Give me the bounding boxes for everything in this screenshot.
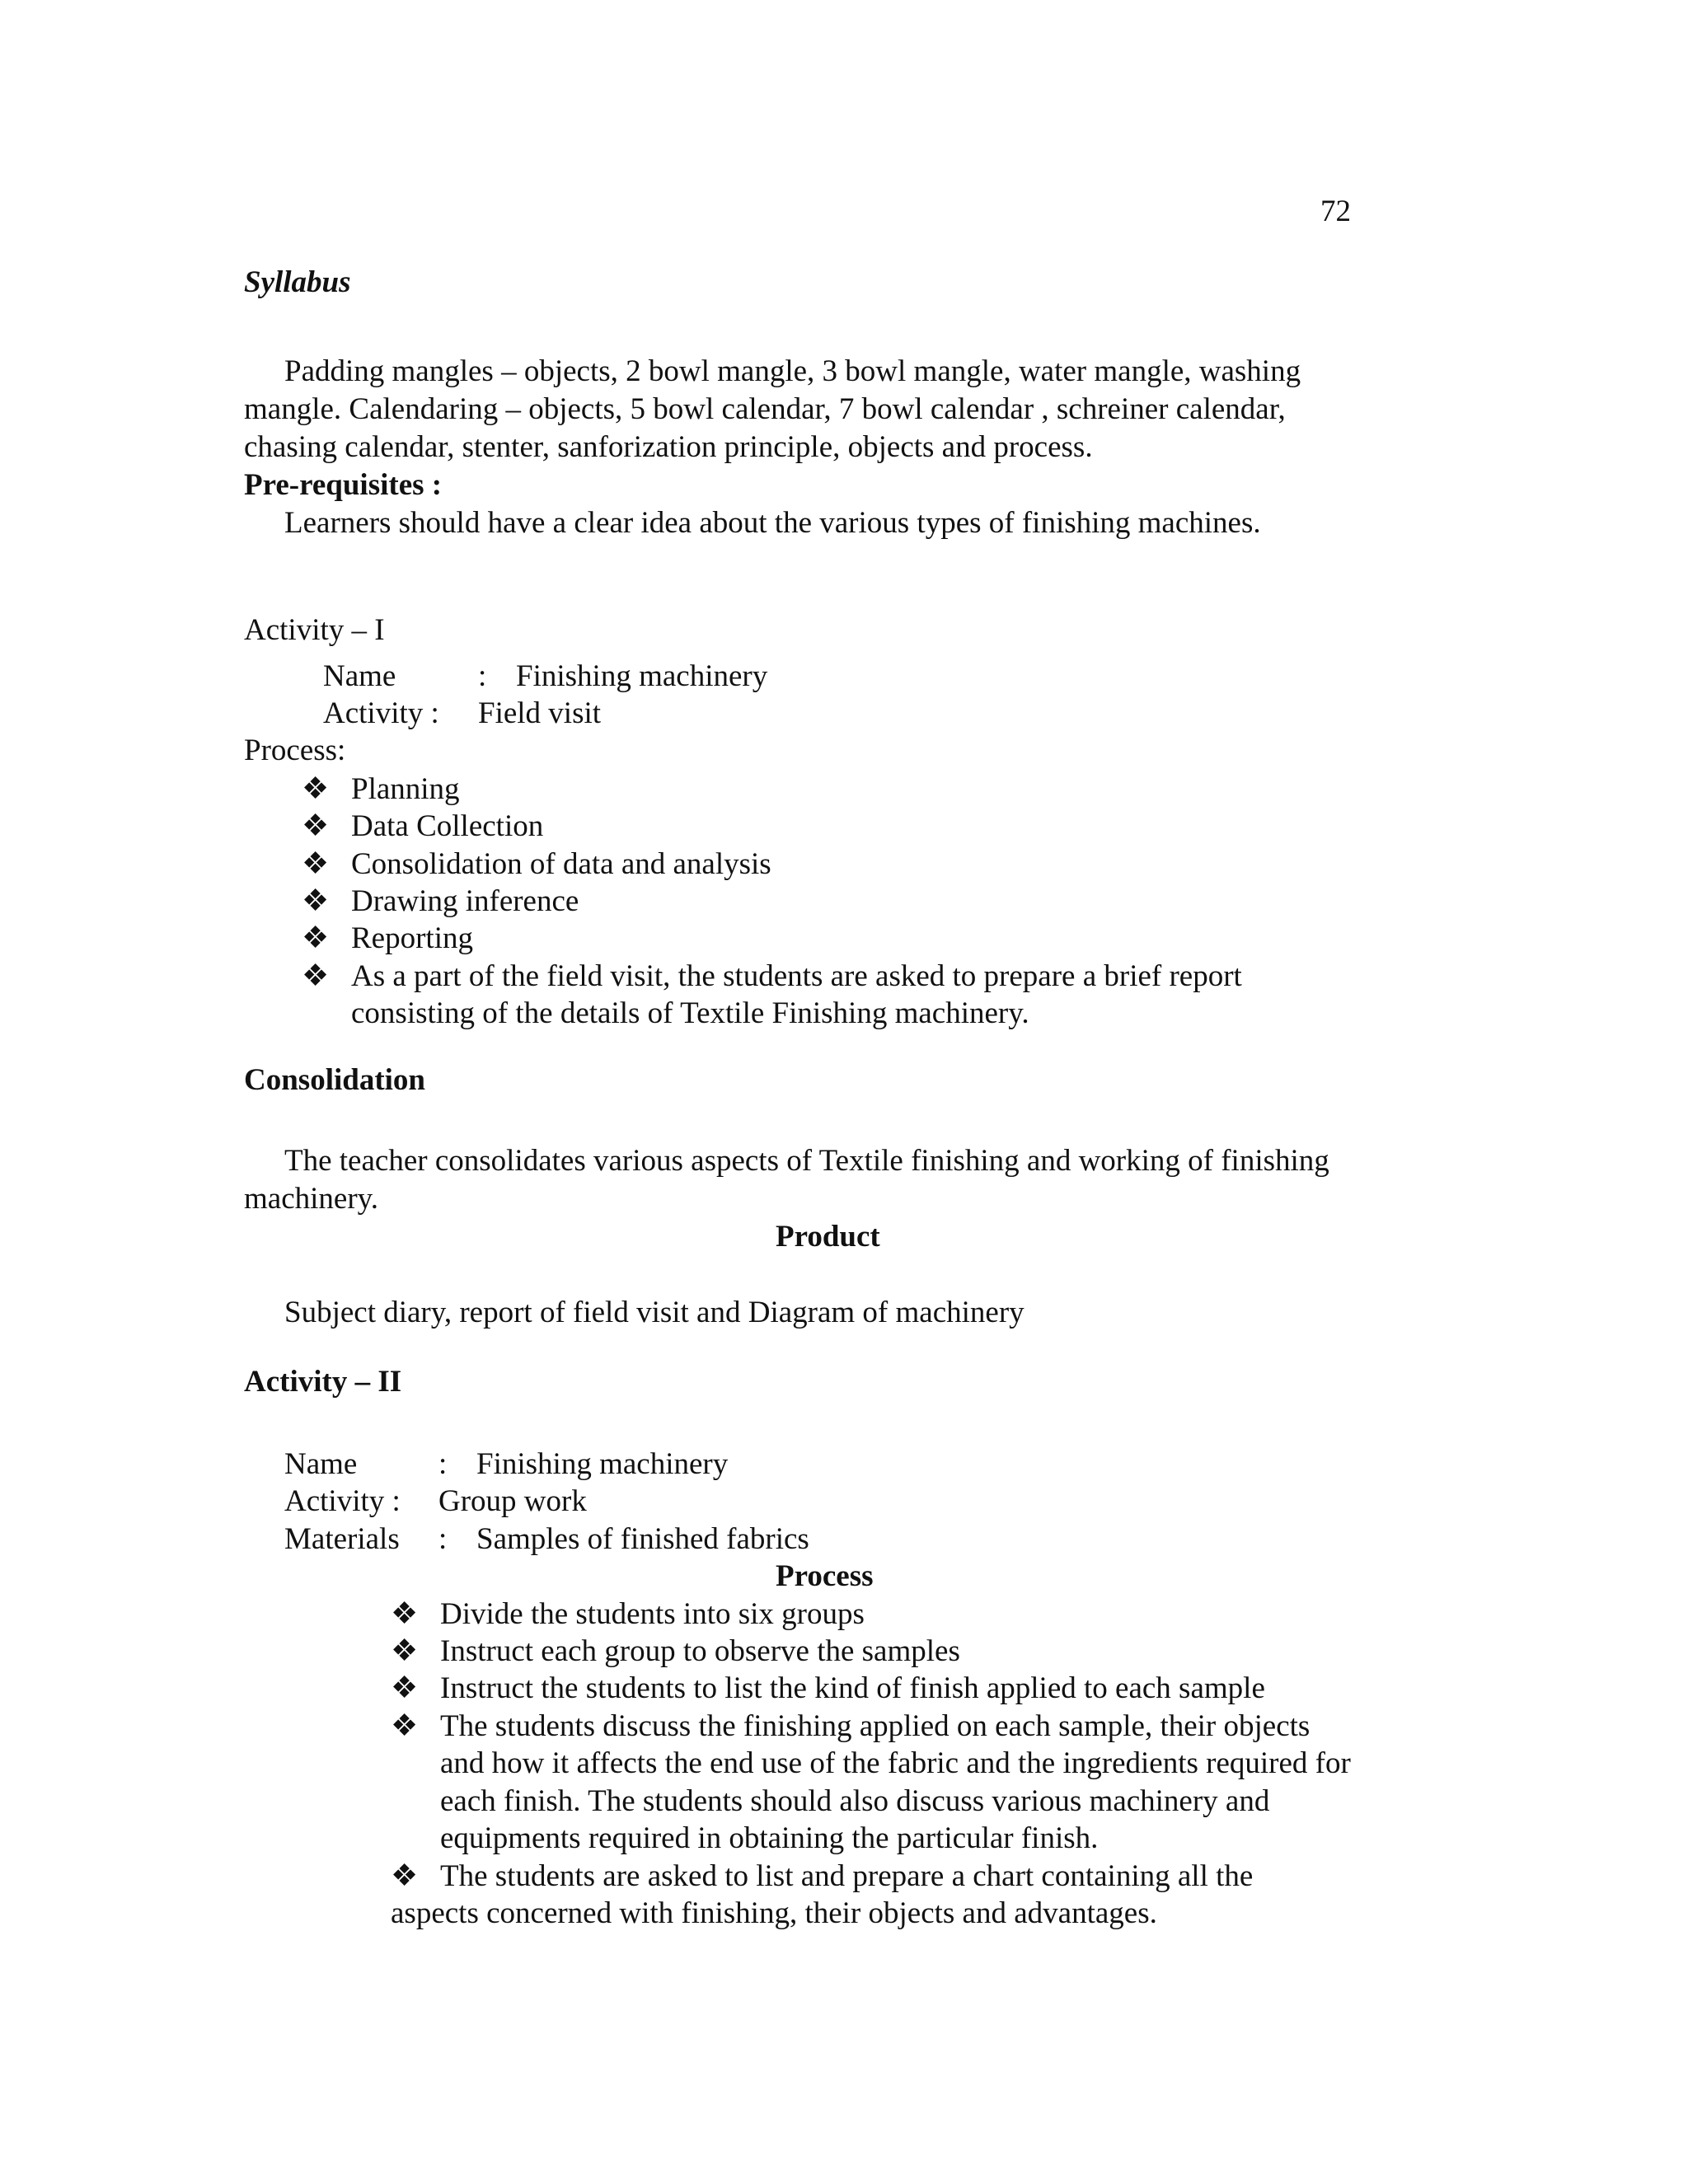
product-text: Subject diary, report of field visit and Diagram of machinery (284, 1296, 1025, 1329)
activity1-bullet-2: Data Collection (351, 809, 544, 843)
prerequisites-text: Learners should have a clear idea about the various types of finishing machines. (284, 506, 1261, 540)
consolidation-heading: Consolidation (244, 1063, 426, 1097)
diamond-bullet-icon: ❖ (302, 959, 330, 993)
activity2-bullet-4: The students discuss the finishing applied on each sample, their objects (440, 1709, 1311, 1743)
activity1-bullet-3: Consolidation of data and analysis (351, 847, 771, 881)
activity2-activity-label: Activity : (284, 1484, 401, 1518)
activity1-bullet-5: Reporting (351, 921, 473, 955)
diamond-bullet-icon: ❖ (391, 1634, 419, 1668)
activity2-process-heading: Process (776, 1559, 874, 1593)
diamond-bullet-icon: ❖ (302, 847, 330, 881)
syllabus-heading: Syllabus (244, 265, 351, 299)
activity2-heading: Activity – II (244, 1365, 402, 1399)
activity2-bullet-3: Instruct the students to list the kind of finish applied to each sample (440, 1671, 1265, 1705)
prerequisites-heading: Pre-requisites : (244, 468, 443, 502)
syllabus-line-1: Padding mangles – objects, 2 bowl mangle, 3 bowl mangle, water mangle, washing (284, 354, 1301, 388)
activity2-materials-value: Samples of finished fabrics (476, 1522, 809, 1556)
diamond-bullet-icon: ❖ (391, 1671, 419, 1705)
activity2-name-label: Name (284, 1447, 358, 1481)
diamond-bullet-icon: ❖ (302, 809, 330, 843)
activity1-name-label: Name (323, 659, 396, 693)
activity2-materials-label: Materials (284, 1522, 400, 1556)
diamond-bullet-icon: ❖ (302, 772, 330, 806)
activity2-materials-sep: : (438, 1522, 448, 1556)
consolidation-line-1: The teacher consolidates various aspects of Textile finishing and working of finishing (284, 1144, 1329, 1178)
activity2-bullet-5: The students are asked to list and prepare a chart containing all the (440, 1859, 1254, 1893)
activity1-bullet-4: Drawing inference (351, 884, 579, 918)
diamond-bullet-icon: ❖ (302, 884, 330, 918)
activity2-bullet-1: Divide the students into six groups (440, 1597, 865, 1631)
diamond-bullet-icon: ❖ (391, 1859, 419, 1893)
activity1-bullet-1: Planning (351, 772, 460, 806)
activity2-name-value: Finishing machinery (476, 1447, 729, 1481)
activity1-activity-value: Field visit (478, 696, 602, 730)
syllabus-line-3: chasing calendar, stenter, sanforization principle, objects and process. (244, 430, 1093, 464)
activity1-bullet-6: As a part of the field visit, the students are asked to prepare a brief report (351, 959, 1242, 993)
diamond-bullet-icon: ❖ (391, 1709, 419, 1743)
syllabus-line-2: mangle. Calendaring – objects, 5 bowl calendar, 7 bowl calendar , schreiner calendar, (244, 392, 1286, 426)
activity1-activity-label: Activity : (323, 696, 439, 730)
diamond-bullet-icon: ❖ (391, 1597, 419, 1631)
activity2-bullet-4-continuation-3: equipments required in obtaining the particular finish. (440, 1821, 1099, 1855)
activity2-bullet-4-continuation-1: and how it affects the end use of the fabric and the ingredients required for (440, 1746, 1351, 1780)
diamond-bullet-icon: ❖ (302, 921, 330, 955)
activity1-process-label: Process: (244, 733, 346, 767)
activity1-name-value: Finishing machinery (516, 659, 768, 693)
activity2-bullet-4-continuation-2: each finish. The students should also discuss various machinery and (440, 1784, 1270, 1818)
consolidation-line-2: machinery. (244, 1182, 378, 1216)
page-number: 72 (1320, 194, 1351, 228)
activity2-name-sep: : (438, 1447, 448, 1481)
activity1-heading: Activity – I (244, 613, 385, 647)
activity2-bullet-5-continuation: aspects concerned with finishing, their objects and advantages. (391, 1896, 1157, 1930)
activity2-bullet-2: Instruct each group to observe the samples (440, 1634, 960, 1668)
product-heading: Product (776, 1220, 880, 1254)
activity2-activity-value: Group work (438, 1484, 587, 1518)
activity1-name-sep: : (478, 659, 487, 693)
activity1-bullet-6-continuation: consisting of the details of Textile Finishing machinery. (351, 996, 1029, 1030)
